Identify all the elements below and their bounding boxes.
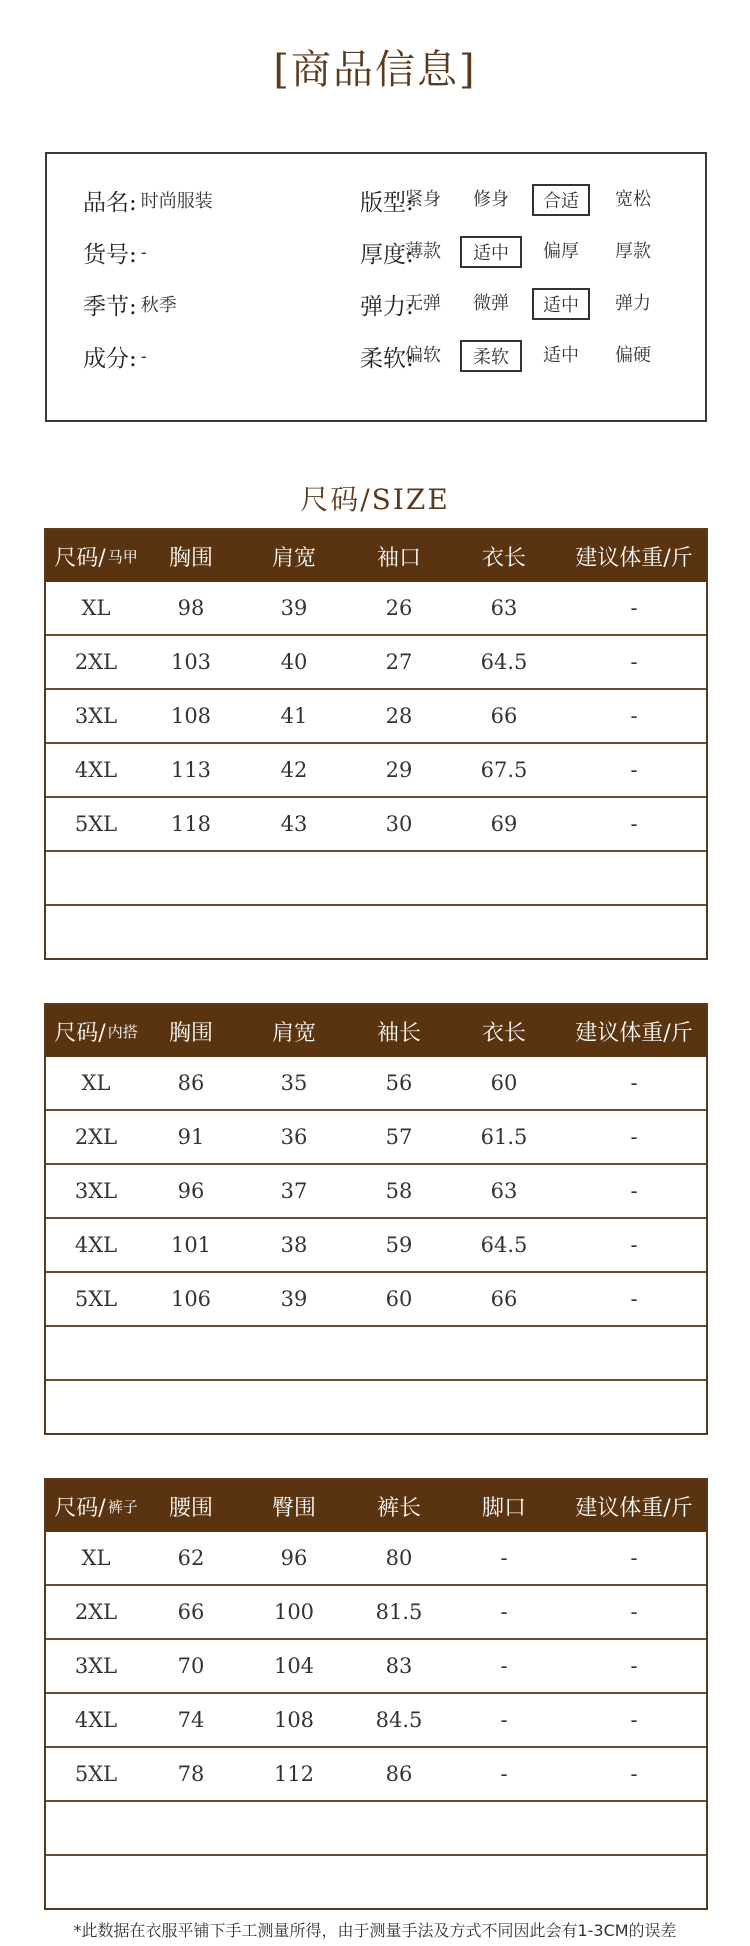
table-row bbox=[46, 1532, 706, 1584]
attribute-option: 偏厚 bbox=[543, 241, 579, 262]
value-cell: 69 bbox=[490, 812, 518, 836]
table-row bbox=[46, 1854, 706, 1908]
value-cell: 104 bbox=[273, 1654, 315, 1678]
value-cell: 96 bbox=[177, 1179, 205, 1203]
header-cell: 建议体重/斤 bbox=[575, 1020, 693, 1046]
attribute-option: 微弹 bbox=[473, 293, 509, 314]
size-cell bbox=[46, 906, 146, 958]
value-cell: 66 bbox=[490, 1287, 518, 1311]
value-cell: - bbox=[630, 704, 638, 728]
value-cell: - bbox=[500, 1546, 508, 1570]
value-cell: - bbox=[630, 1600, 638, 1624]
value-cell: - bbox=[500, 1654, 508, 1678]
value-cell: 70 bbox=[177, 1654, 205, 1678]
value-cell: 78 bbox=[177, 1762, 205, 1786]
header-cell: 裤长 bbox=[376, 1495, 421, 1521]
header-cell: 袖长 bbox=[376, 1020, 421, 1046]
season-value: 秋季 bbox=[140, 295, 177, 316]
value-cell: - bbox=[630, 1762, 638, 1786]
size-cell: XL bbox=[81, 596, 111, 620]
page-title: [商品信息] bbox=[273, 47, 477, 93]
header-garment-label: 马甲 bbox=[107, 547, 138, 566]
size-table bbox=[44, 1478, 708, 1910]
value-cell: 43 bbox=[280, 812, 308, 836]
attribute-label: 柔软: bbox=[360, 345, 414, 372]
attribute-option: 修身 bbox=[473, 189, 509, 210]
material-value: - bbox=[140, 345, 147, 367]
header-cell: 胸围 bbox=[168, 545, 213, 571]
header-cell: 脚口 bbox=[481, 1495, 526, 1521]
value-cell bbox=[446, 906, 562, 958]
attribute-option-selected: 适中 bbox=[532, 288, 590, 320]
value-cell bbox=[446, 1381, 562, 1433]
value-cell: 58 bbox=[385, 1179, 413, 1203]
measurement-note: *此数据在衣服平铺下手工测量所得，由于测量手法及方式不同因此会有1-3CM的误差 bbox=[73, 1921, 677, 1940]
header-garment-label: 内搭 bbox=[107, 1022, 138, 1041]
value-cell: 62 bbox=[177, 1546, 205, 1570]
attribute-label: 厚度: bbox=[360, 241, 414, 268]
header-size-label: 尺码/ bbox=[54, 1020, 106, 1046]
value-cell: 108 bbox=[170, 704, 212, 728]
header-garment-label: 裤子 bbox=[107, 1497, 138, 1516]
value-cell bbox=[562, 1802, 706, 1854]
attribute-option: 偏软 bbox=[405, 345, 441, 366]
size-table bbox=[44, 1003, 708, 1435]
header-size-label: 尺码/ bbox=[54, 545, 106, 571]
table-row bbox=[46, 1692, 706, 1746]
table-row bbox=[46, 742, 706, 796]
value-cell: 63 bbox=[490, 596, 518, 620]
value-cell bbox=[146, 1381, 236, 1433]
value-cell: 59 bbox=[385, 1233, 413, 1257]
value-cell: 64.5 bbox=[480, 650, 528, 674]
table-row bbox=[46, 1217, 706, 1271]
value-cell: 74 bbox=[177, 1708, 205, 1732]
value-cell: 83 bbox=[385, 1654, 413, 1678]
table-row bbox=[46, 904, 706, 958]
value-cell bbox=[562, 1381, 706, 1433]
value-cell: 86 bbox=[385, 1762, 413, 1786]
size-cell: 3XL bbox=[74, 704, 118, 728]
product-info-box bbox=[45, 152, 707, 422]
value-cell: - bbox=[630, 596, 638, 620]
attribute-option: 紧身 bbox=[405, 189, 441, 210]
value-cell: 118 bbox=[170, 812, 212, 836]
value-cell bbox=[446, 852, 562, 904]
value-cell: 35 bbox=[280, 1071, 308, 1095]
value-cell: - bbox=[500, 1762, 508, 1786]
attribute-option: 偏硬 bbox=[615, 345, 651, 366]
attribute-option: 薄款 bbox=[405, 241, 441, 262]
size-section-title: 尺码/SIZE bbox=[300, 483, 450, 516]
header-cell: 衣长 bbox=[481, 545, 526, 571]
table-header bbox=[46, 1005, 706, 1057]
size-cell: 5XL bbox=[74, 812, 118, 836]
table-header bbox=[46, 1480, 706, 1532]
value-cell: 63 bbox=[490, 1179, 518, 1203]
table-row bbox=[46, 1109, 706, 1163]
value-cell: 66 bbox=[490, 704, 518, 728]
name-label: 品名: bbox=[83, 189, 137, 216]
value-cell: - bbox=[630, 812, 638, 836]
attribute-option-selected: 适中 bbox=[460, 236, 522, 268]
value-cell: 101 bbox=[170, 1233, 212, 1257]
size-cell: 3XL bbox=[74, 1179, 118, 1203]
value-cell: 29 bbox=[385, 758, 413, 782]
size-cell: 2XL bbox=[74, 1125, 118, 1149]
sku-label: 货号: bbox=[83, 241, 137, 268]
value-cell: 84.5 bbox=[375, 1708, 423, 1732]
value-cell: - bbox=[630, 1179, 638, 1203]
attribute-option: 无弹 bbox=[405, 293, 441, 314]
value-cell bbox=[352, 1856, 446, 1908]
value-cell bbox=[352, 852, 446, 904]
size-cell: 4XL bbox=[74, 1233, 118, 1257]
value-cell: 91 bbox=[177, 1125, 205, 1149]
value-cell: - bbox=[500, 1708, 508, 1732]
name-value: 时尚服装 bbox=[140, 191, 213, 212]
value-cell: 39 bbox=[280, 1287, 308, 1311]
table-row bbox=[46, 1746, 706, 1800]
value-cell bbox=[236, 852, 352, 904]
value-cell: 60 bbox=[385, 1287, 413, 1311]
size-cell bbox=[46, 852, 146, 904]
value-cell: 100 bbox=[273, 1600, 315, 1624]
sku-value: - bbox=[140, 241, 147, 263]
value-cell bbox=[146, 1856, 236, 1908]
table-row bbox=[46, 1584, 706, 1638]
table-row bbox=[46, 1325, 706, 1379]
value-cell: 81.5 bbox=[375, 1600, 423, 1624]
info-material-row bbox=[83, 336, 147, 376]
table-row bbox=[46, 634, 706, 688]
value-cell bbox=[446, 1856, 562, 1908]
value-cell bbox=[446, 1327, 562, 1379]
value-cell: - bbox=[630, 1071, 638, 1095]
value-cell bbox=[352, 1327, 446, 1379]
value-cell bbox=[352, 906, 446, 958]
table-row bbox=[46, 688, 706, 742]
value-cell: 67.5 bbox=[480, 758, 528, 782]
size-cell: XL bbox=[81, 1546, 111, 1570]
value-cell: 80 bbox=[385, 1546, 413, 1570]
value-cell: 64.5 bbox=[480, 1233, 528, 1257]
value-cell: 38 bbox=[280, 1233, 308, 1257]
size-cell: 4XL bbox=[74, 758, 118, 782]
value-cell: - bbox=[630, 1233, 638, 1257]
size-cell: 2XL bbox=[74, 1600, 118, 1624]
size-cell bbox=[46, 1327, 146, 1379]
value-cell bbox=[562, 1327, 706, 1379]
value-cell bbox=[352, 1381, 446, 1433]
header-size-label: 尺码/ bbox=[54, 1495, 106, 1521]
attribute-option: 厚款 bbox=[615, 241, 651, 262]
header-cell: 袖口 bbox=[376, 545, 421, 571]
value-cell: 112 bbox=[273, 1762, 315, 1786]
value-cell bbox=[146, 852, 236, 904]
value-cell: - bbox=[630, 1708, 638, 1732]
material-label: 成分: bbox=[83, 345, 137, 372]
size-cell bbox=[46, 1802, 146, 1854]
value-cell: 41 bbox=[280, 704, 308, 728]
table-row bbox=[46, 1638, 706, 1692]
value-cell: 108 bbox=[273, 1708, 315, 1732]
value-cell: 60 bbox=[490, 1071, 518, 1095]
value-cell: - bbox=[630, 1546, 638, 1570]
value-cell: - bbox=[630, 650, 638, 674]
size-cell: 4XL bbox=[74, 1708, 118, 1732]
size-cell: 3XL bbox=[74, 1654, 118, 1678]
attribute-label: 弹力: bbox=[360, 293, 414, 320]
table-row bbox=[46, 1057, 706, 1109]
value-cell: 66 bbox=[177, 1600, 205, 1624]
value-cell: 86 bbox=[177, 1071, 205, 1095]
value-cell: 96 bbox=[280, 1546, 308, 1570]
size-cell bbox=[46, 1381, 146, 1433]
attribute-option: 适中 bbox=[543, 345, 579, 366]
value-cell: 37 bbox=[280, 1179, 308, 1203]
value-cell: 103 bbox=[170, 650, 212, 674]
value-cell: 28 bbox=[385, 704, 413, 728]
size-cell: 5XL bbox=[74, 1287, 118, 1311]
header-cell: 臀围 bbox=[271, 1495, 316, 1521]
value-cell: 39 bbox=[280, 596, 308, 620]
value-cell bbox=[352, 1802, 446, 1854]
table-row bbox=[46, 1379, 706, 1433]
table-row bbox=[46, 582, 706, 634]
attribute-option: 弹力 bbox=[615, 293, 651, 314]
value-cell: 27 bbox=[385, 650, 413, 674]
value-cell: 56 bbox=[385, 1071, 413, 1095]
value-cell: 113 bbox=[170, 758, 212, 782]
size-cell: XL bbox=[81, 1071, 111, 1095]
value-cell bbox=[236, 1856, 352, 1908]
value-cell: - bbox=[630, 758, 638, 782]
value-cell: 98 bbox=[177, 596, 205, 620]
header-cell: 胸围 bbox=[168, 1020, 213, 1046]
value-cell: 26 bbox=[385, 596, 413, 620]
table-header bbox=[46, 530, 706, 582]
value-cell: 30 bbox=[385, 812, 413, 836]
value-cell bbox=[236, 1381, 352, 1433]
attribute-option-selected: 柔软 bbox=[460, 340, 522, 372]
value-cell bbox=[562, 852, 706, 904]
value-cell: - bbox=[630, 1125, 638, 1149]
value-cell bbox=[146, 906, 236, 958]
info-name-row bbox=[83, 180, 213, 220]
value-cell: 42 bbox=[280, 758, 308, 782]
table-row bbox=[46, 796, 706, 850]
table-row bbox=[46, 1271, 706, 1325]
header-cell: 肩宽 bbox=[271, 545, 316, 571]
size-table bbox=[44, 528, 708, 960]
value-cell: - bbox=[500, 1600, 508, 1624]
info-season-row bbox=[83, 284, 177, 324]
header-cell: 肩宽 bbox=[271, 1020, 316, 1046]
attribute-label: 版型: bbox=[360, 189, 414, 216]
value-cell bbox=[446, 1802, 562, 1854]
value-cell bbox=[146, 1327, 236, 1379]
size-cell: 2XL bbox=[74, 650, 118, 674]
value-cell: 36 bbox=[280, 1125, 308, 1149]
value-cell bbox=[236, 1802, 352, 1854]
header-cell: 衣长 bbox=[481, 1020, 526, 1046]
value-cell: 57 bbox=[385, 1125, 413, 1149]
info-sku-row bbox=[83, 232, 147, 272]
value-cell: - bbox=[630, 1654, 638, 1678]
attribute-option-selected: 合适 bbox=[532, 184, 590, 216]
header-size-cell bbox=[46, 1480, 146, 1532]
value-cell bbox=[146, 1802, 236, 1854]
table-row bbox=[46, 850, 706, 904]
header-cell: 建议体重/斤 bbox=[575, 545, 693, 571]
header-cell: 建议体重/斤 bbox=[575, 1495, 693, 1521]
attribute-option: 宽松 bbox=[615, 189, 651, 210]
value-cell bbox=[236, 1327, 352, 1379]
value-cell: 61.5 bbox=[480, 1125, 528, 1149]
size-cell: 5XL bbox=[74, 1762, 118, 1786]
season-label: 季节: bbox=[83, 293, 137, 320]
header-size-cell bbox=[46, 530, 146, 582]
header-size-cell bbox=[46, 1005, 146, 1057]
size-cell bbox=[46, 1856, 146, 1908]
table-row bbox=[46, 1800, 706, 1854]
value-cell bbox=[562, 1856, 706, 1908]
header-cell: 腰围 bbox=[168, 1495, 213, 1521]
value-cell: 40 bbox=[280, 650, 308, 674]
value-cell: - bbox=[630, 1287, 638, 1311]
value-cell: 106 bbox=[170, 1287, 212, 1311]
table-row bbox=[46, 1163, 706, 1217]
value-cell bbox=[236, 906, 352, 958]
value-cell bbox=[562, 906, 706, 958]
